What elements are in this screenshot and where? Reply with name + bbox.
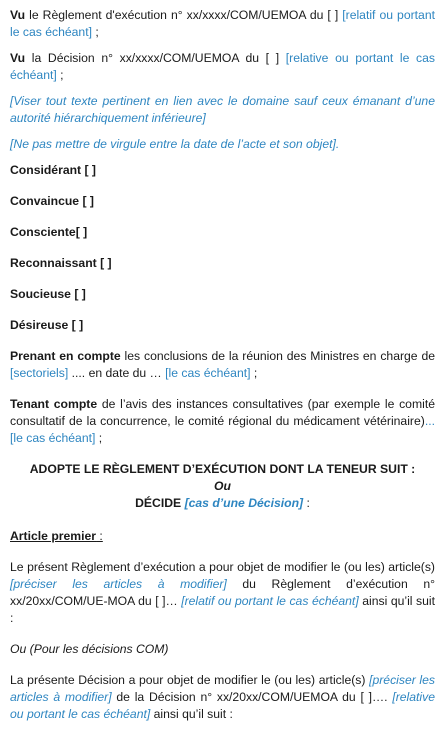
ou-decisions-com: Ou (Pour les décisions COM) xyxy=(10,642,169,656)
editorial-note-virgule: [Ne pas mettre de virgule entre la date de l’acte et son objet]. xyxy=(10,137,340,151)
tenant-compte xyxy=(10,396,435,447)
visa-reglement xyxy=(10,7,435,41)
decide-lead: DÉCIDE xyxy=(135,496,185,510)
visa-lead: Vu xyxy=(10,51,26,65)
article-title xyxy=(10,528,435,545)
para-text: La présente Décision a pour objet de modifier le (ou les) article(s) xyxy=(10,673,370,687)
visa-bracket: [relatif ou portant le cas échéant] xyxy=(10,8,435,39)
prenant-en-compte xyxy=(10,348,435,382)
prenant-lead: Prenant en compte xyxy=(10,349,121,363)
para-bracket-articles: [préciser les articles à modifier] xyxy=(10,673,435,704)
para-bracket-cas: [relative ou portant le cas échéant] xyxy=(10,690,436,721)
visa-text: le Règlement d'exécution n° xx/xxxx/COM/UEMOA du [ ] xyxy=(25,8,343,22)
considerant-6: Désireuse [ ] xyxy=(10,318,84,332)
considerant-3: Consciente[ ] xyxy=(10,225,88,239)
visa-text: la Décision n° xx/xxxx/COM/UEMOA du [ ] xyxy=(25,51,286,65)
prenant-bracket-cas: [le cas échéant] xyxy=(165,366,251,380)
tenant-text: de l’avis des instances consultatives (par exemple le comité consultatif de la concurrence, le comité régional du médicament vétérinaire) xyxy=(10,397,435,428)
para-text: Le présent Règlement d’exécution a pour objet de modifier le (ou les) article(s) xyxy=(10,560,435,574)
prenant-end: ; xyxy=(250,366,258,380)
prenant-date: .... en date du … xyxy=(68,366,166,380)
visa-end: ; xyxy=(91,25,99,39)
considerant-1: Considérant [ ] xyxy=(10,163,96,177)
para-text: du Règlement d’exécution n° xx/20xx/COM/UE-MOA du [ ]… xyxy=(10,577,435,608)
article-paragraph-reglement xyxy=(10,559,435,627)
decide-bracket: [cas d’une Décision] xyxy=(184,496,304,510)
considerant-5: Soucieuse [ ] xyxy=(10,287,86,301)
para-bracket-articles: [préciser les articles à modifier] xyxy=(10,577,227,591)
considerant-2: Convaincue [ ] xyxy=(10,194,94,208)
visa-decision xyxy=(10,50,435,84)
visa-bracket: [relative ou portant le cas échéant] xyxy=(10,51,435,82)
visa-lead: Vu xyxy=(10,8,26,22)
adopte-heading: ADOPTE LE RÈGLEMENT D’EXÉCUTION DONT LA TENEUR SUIT : xyxy=(29,462,416,476)
para-text: de la Décision n° xx/20xx/COM/UEMOA du [ ]…. xyxy=(111,690,393,704)
document-body xyxy=(10,7,435,732)
para-bracket-cas: [relatif ou portant le cas échéant] xyxy=(181,594,359,608)
decide-heading xyxy=(10,495,435,512)
tenant-lead: Tenant compte xyxy=(10,397,98,411)
para-end: ainsi qu’il suit : xyxy=(10,594,435,625)
tenant-bracket: [le cas échéant] xyxy=(10,431,96,445)
prenant-bracket-sectoriels: [sectoriels] xyxy=(10,366,69,380)
considerant-4: Reconnaissant [ ] xyxy=(10,256,112,270)
visa-end: ; xyxy=(56,68,64,82)
article-title-colon: : xyxy=(96,529,103,543)
prenant-text: les conclusions de la réunion des Ministres en charge de xyxy=(120,349,436,363)
article-paragraph-decision xyxy=(10,672,435,723)
editorial-note-visa: [Viser tout texte pertinent en lien avec le domaine sauf ceux émanant d’une autorité hiérarchiquement inférieure] xyxy=(10,94,435,125)
article-title-text: Article premier xyxy=(10,529,97,543)
tenant-end: ; xyxy=(95,431,103,445)
decide-end: : xyxy=(303,496,310,510)
para-end: ainsi qu’il suit : xyxy=(150,707,233,721)
tenant-dots: ... xyxy=(424,414,435,428)
ou-separator: Ou xyxy=(214,479,231,493)
